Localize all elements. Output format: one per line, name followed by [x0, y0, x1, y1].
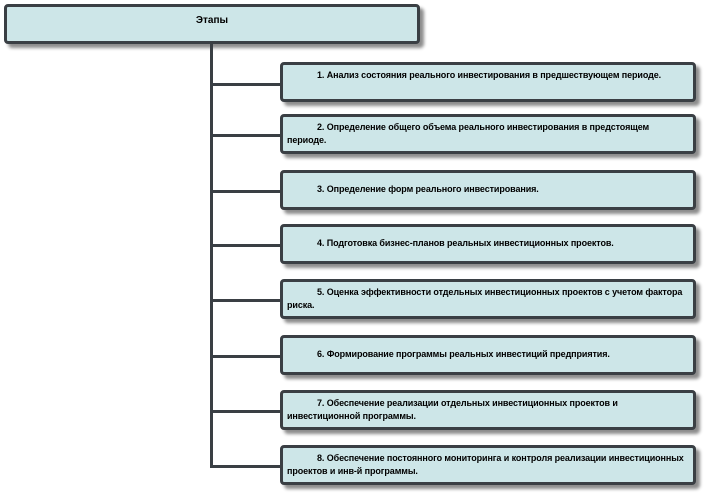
stage-box-7	[280, 390, 696, 430]
stage-text-1: 1. Анализ состояния реального инвестирования в предшествующем периоде.	[317, 70, 662, 80]
header-title: Этапы	[195, 15, 229, 26]
branch-connector-6	[210, 355, 282, 358]
stage-text-7: 7. Обеспечение реализации отдельных инвестиционных проектов и инвестиционной программы.	[287, 398, 618, 421]
stage-box-4	[280, 224, 696, 264]
stage-text-6: 6. Формирование программы реальных инвестиций предприятия.	[317, 349, 610, 359]
branch-connector-8	[210, 465, 282, 468]
branch-connector-4	[210, 244, 282, 247]
stage-text-4: 4. Подготовка бизнес-планов реальных инвестиционных проектов.	[317, 238, 614, 248]
branch-connector-2	[210, 134, 282, 137]
stage-text-2: 2. Определение общего объема реального инвестирования в предстоящем периоде.	[287, 122, 650, 145]
stage-text-8: 8. Обеспечение постоянного мониторинга и контроля реализации инвестиционных проектов и инв-й программы.	[287, 453, 684, 476]
branch-connector-5	[210, 299, 282, 302]
stage-text-5: 5. Оценка эффективности отдельных инвестиционных проектов с учетом фактора риска.	[287, 287, 683, 310]
stage-box-6	[280, 335, 696, 375]
stage-box-8	[280, 445, 696, 485]
header-box	[4, 4, 420, 44]
stage-box-3	[280, 170, 696, 210]
branch-connector-3	[210, 190, 282, 193]
branch-connector-7	[210, 410, 282, 413]
stage-box-2	[280, 114, 696, 154]
stage-text-3: 3. Определение форм реального инвестирования.	[317, 184, 539, 194]
branch-connector-1	[210, 83, 282, 86]
trunk-connector	[210, 44, 213, 466]
stage-box-5	[280, 279, 696, 319]
stage-box-1	[280, 62, 696, 102]
